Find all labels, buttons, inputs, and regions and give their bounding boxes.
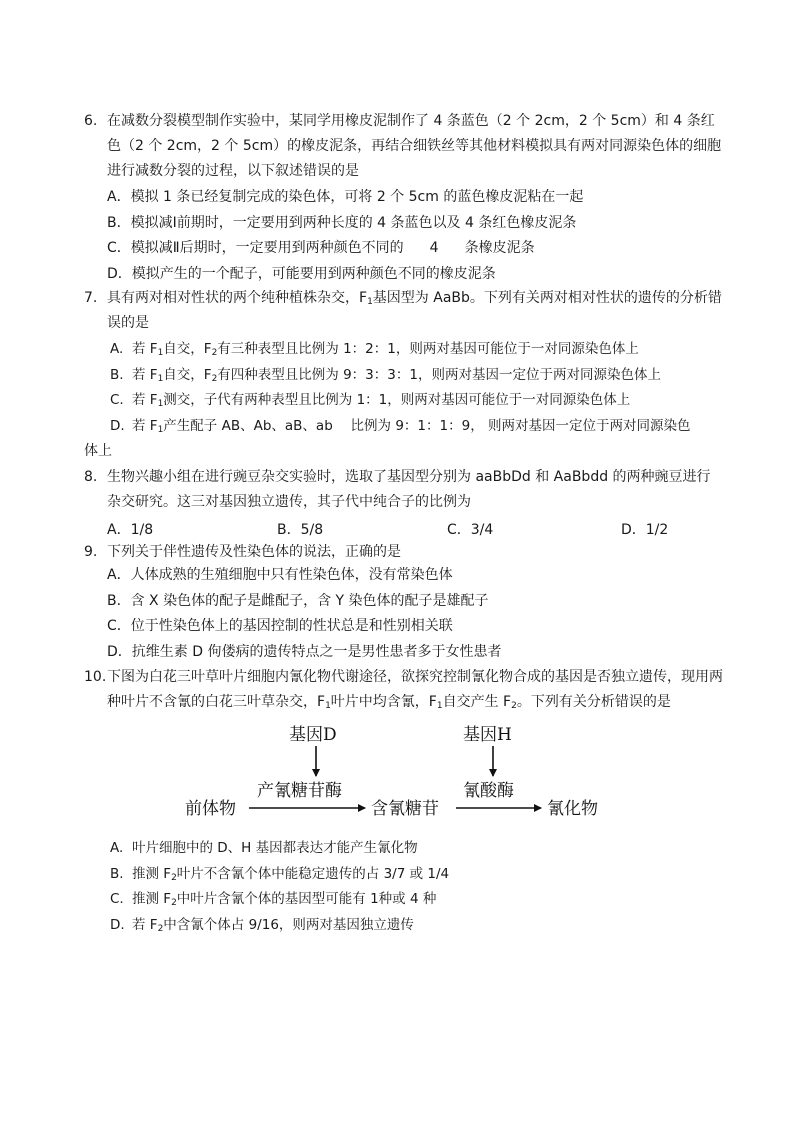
precursor-label: 前体物 bbox=[185, 799, 236, 819]
option-text: 自交，F bbox=[163, 366, 212, 383]
intermediate-label: 含氰糖苷 bbox=[371, 799, 439, 819]
subscript: 1 bbox=[157, 348, 164, 358]
question-10-options bbox=[110, 836, 449, 938]
question-7-options bbox=[110, 337, 691, 439]
enzyme-1-label: 产氰糖苷酶 bbox=[257, 781, 342, 801]
option-d: D．模拟产生的一个配子，可能要用到两种颜色不同的橡皮泥条 bbox=[107, 265, 496, 282]
question-text-part: 下图为白花三叶草叶片细胞内氰化物代谢途径，欲探究控制氰化物合成的基因是否独立遗传，现用两种叶片不含氰的白花三叶草杂交，F bbox=[107, 669, 723, 710]
option-letter: D. bbox=[110, 916, 125, 933]
option-text: 若 F bbox=[132, 417, 158, 434]
question-number: 6. bbox=[84, 113, 98, 129]
subscript: 2 bbox=[211, 373, 218, 384]
question-9-options bbox=[107, 563, 501, 665]
option-text: 自交，F bbox=[163, 341, 212, 357]
question-text-part: 。下列有关分析错误的是 bbox=[516, 694, 671, 710]
option-a: A．人体成熟的生殖细胞中只有性染色体，没有常染色体 bbox=[107, 567, 453, 583]
option-d: D．1/2 bbox=[621, 522, 669, 538]
option-text: 叶片细胞中的 D、H 基因都表达才能产生氰化物 bbox=[132, 840, 418, 856]
option-text: 推测 F bbox=[132, 891, 172, 907]
option-c: C．位于性染色体上的基因控制的性状总是和性别相关联 bbox=[107, 618, 453, 634]
question-text-part: 自交产生 F bbox=[442, 694, 512, 710]
option-c bbox=[107, 236, 583, 262]
option-letter: A. bbox=[110, 840, 124, 856]
question-7 bbox=[84, 286, 724, 336]
question-number: 9. bbox=[84, 544, 98, 560]
option-text: 叶片不含氰个体中能稳定遗传的占 3/7 或 1/4 bbox=[176, 865, 450, 882]
subscript: 2 bbox=[171, 898, 177, 908]
question-6-options bbox=[107, 185, 583, 287]
option-b: B．含 X 染色体的配子是雌配子，含 Y 染色体的配子是雄配子 bbox=[107, 592, 489, 609]
option-d bbox=[110, 414, 691, 440]
question-text: 生物兴趣小组在进行豌豆杂交实验时，选取了基因型分别为 aaBbDd 和 AaBbdd 的两种豌豆进行杂交研究。这三对基因独立遗传，其子代中纯合子的比例为 bbox=[107, 469, 711, 510]
option-c bbox=[110, 887, 449, 913]
question-text: 在减数分裂模型制作实验中，某同学用橡皮泥制作了 4 条蓝色（2 个 2cm，2 个 5cm）和 4 条红色（2 个 2cm，2 个 5cm）的橡皮泥条，再结合细铁丝等其他材料模拟具有两对同源染色体的细胞进行减数分裂的过程，以下叙述错误的是 bbox=[107, 113, 722, 179]
question-text: 下列关于伴性遗传及性染色体的说法，正确的是 bbox=[107, 544, 401, 560]
option-a bbox=[110, 836, 449, 862]
option-b: B．5/8 bbox=[277, 522, 324, 538]
question-number: 10. bbox=[84, 669, 107, 685]
subscript: 1 bbox=[157, 399, 164, 409]
cyanide-pathway-diagram bbox=[175, 716, 625, 834]
gene-h-label: 基因H bbox=[463, 725, 512, 745]
enzyme-2-label: 氰酸酶 bbox=[463, 781, 514, 801]
question-8 bbox=[84, 465, 724, 515]
option-d bbox=[110, 913, 449, 939]
subscript: 1 bbox=[157, 424, 164, 435]
option-b bbox=[110, 363, 691, 389]
option-a bbox=[110, 337, 691, 363]
option-text: 产生配子 AB、Ab、aB、ab 比例为 9：1：1：9， 则两对基因一定位于两对同源染色 bbox=[163, 417, 691, 434]
option-text: 若 F bbox=[132, 341, 158, 357]
option-text: 有四种表型且比例为 9：3：3：1，则两对基因一定位于两对同源染色体上 bbox=[217, 366, 661, 383]
subscript: 1 bbox=[367, 297, 373, 307]
subscript: 2 bbox=[511, 701, 517, 711]
product-label: 氰化物 bbox=[547, 799, 598, 819]
option-text: 推测 F bbox=[132, 865, 172, 882]
option-a: A．模拟 1 条已经复制完成的染色体，可将 2 个 5cm 的蓝色橡皮泥粘在一起 bbox=[107, 189, 584, 205]
question-text-part: 基因型为 AaBb。下列有关两对相对性状的遗传的分析错误的是 bbox=[107, 290, 722, 331]
option-b bbox=[110, 862, 449, 888]
option-letter: C. bbox=[110, 891, 124, 907]
option-text: 若 F bbox=[132, 392, 158, 408]
question-text-part: 具有两对相对性状的两个纯种植株杂交，F bbox=[107, 290, 368, 306]
question-text bbox=[107, 665, 724, 715]
question-number: 7. bbox=[84, 290, 98, 306]
subscript: 1 bbox=[436, 701, 443, 711]
option-letter: B. bbox=[110, 366, 124, 383]
option-text: 测交，子代有两种表型且比例为 1：1，则两对基因可能位于一对同源染色体上 bbox=[163, 392, 631, 408]
subscript: 2 bbox=[211, 348, 218, 358]
question-number: 8. bbox=[84, 469, 98, 485]
question-10 bbox=[84, 665, 724, 715]
option-text: 若 F bbox=[132, 916, 158, 933]
option-c-text-end: 条橡皮泥条 bbox=[464, 240, 535, 256]
option-d-wrap: 体上 bbox=[84, 443, 112, 459]
subscript: 1 bbox=[325, 701, 331, 711]
option-letter: C. bbox=[110, 392, 124, 408]
option-d: D．抗维生素 D 佝偻病的遗传特点之一是男性患者多于女性患者 bbox=[107, 643, 502, 660]
question-text bbox=[107, 286, 724, 336]
option-c-number: 4 bbox=[429, 240, 439, 256]
option-c bbox=[110, 388, 691, 414]
subscript: 2 bbox=[157, 923, 164, 934]
option-c: C．3/4 bbox=[447, 522, 494, 538]
gene-d-label: 基因D bbox=[289, 725, 337, 745]
option-c-text: C．模拟减Ⅱ后期时，一定要用到两种颜色不同的 bbox=[107, 240, 404, 256]
question-6 bbox=[84, 109, 724, 184]
pathway-svg bbox=[175, 716, 625, 834]
option-text: 若 F bbox=[132, 366, 158, 383]
subscript: 1 bbox=[157, 373, 164, 384]
question-text-part: 叶片中均含氰，F bbox=[330, 694, 437, 710]
subscript: 2 bbox=[171, 872, 177, 883]
option-a: A．1/8 bbox=[107, 522, 154, 538]
question-9 bbox=[84, 540, 724, 565]
option-letter: B. bbox=[110, 865, 124, 882]
option-letter: D. bbox=[110, 417, 125, 434]
option-text: 中叶片含氰个体的基因型可能有 1种或 4 种 bbox=[176, 891, 437, 907]
option-text: 中含氰个体占 9/16，则两对基因独立遗传 bbox=[163, 916, 414, 933]
option-b: B．模拟减Ⅰ前期时，一定要用到两种长度的 4 条蓝色以及 4 条红色橡皮泥条 bbox=[107, 214, 577, 231]
option-text: 有三种表型且比例为 1：2：1，则两对基因可能位于一对同源染色体上 bbox=[217, 341, 639, 357]
option-letter: A. bbox=[110, 341, 124, 357]
